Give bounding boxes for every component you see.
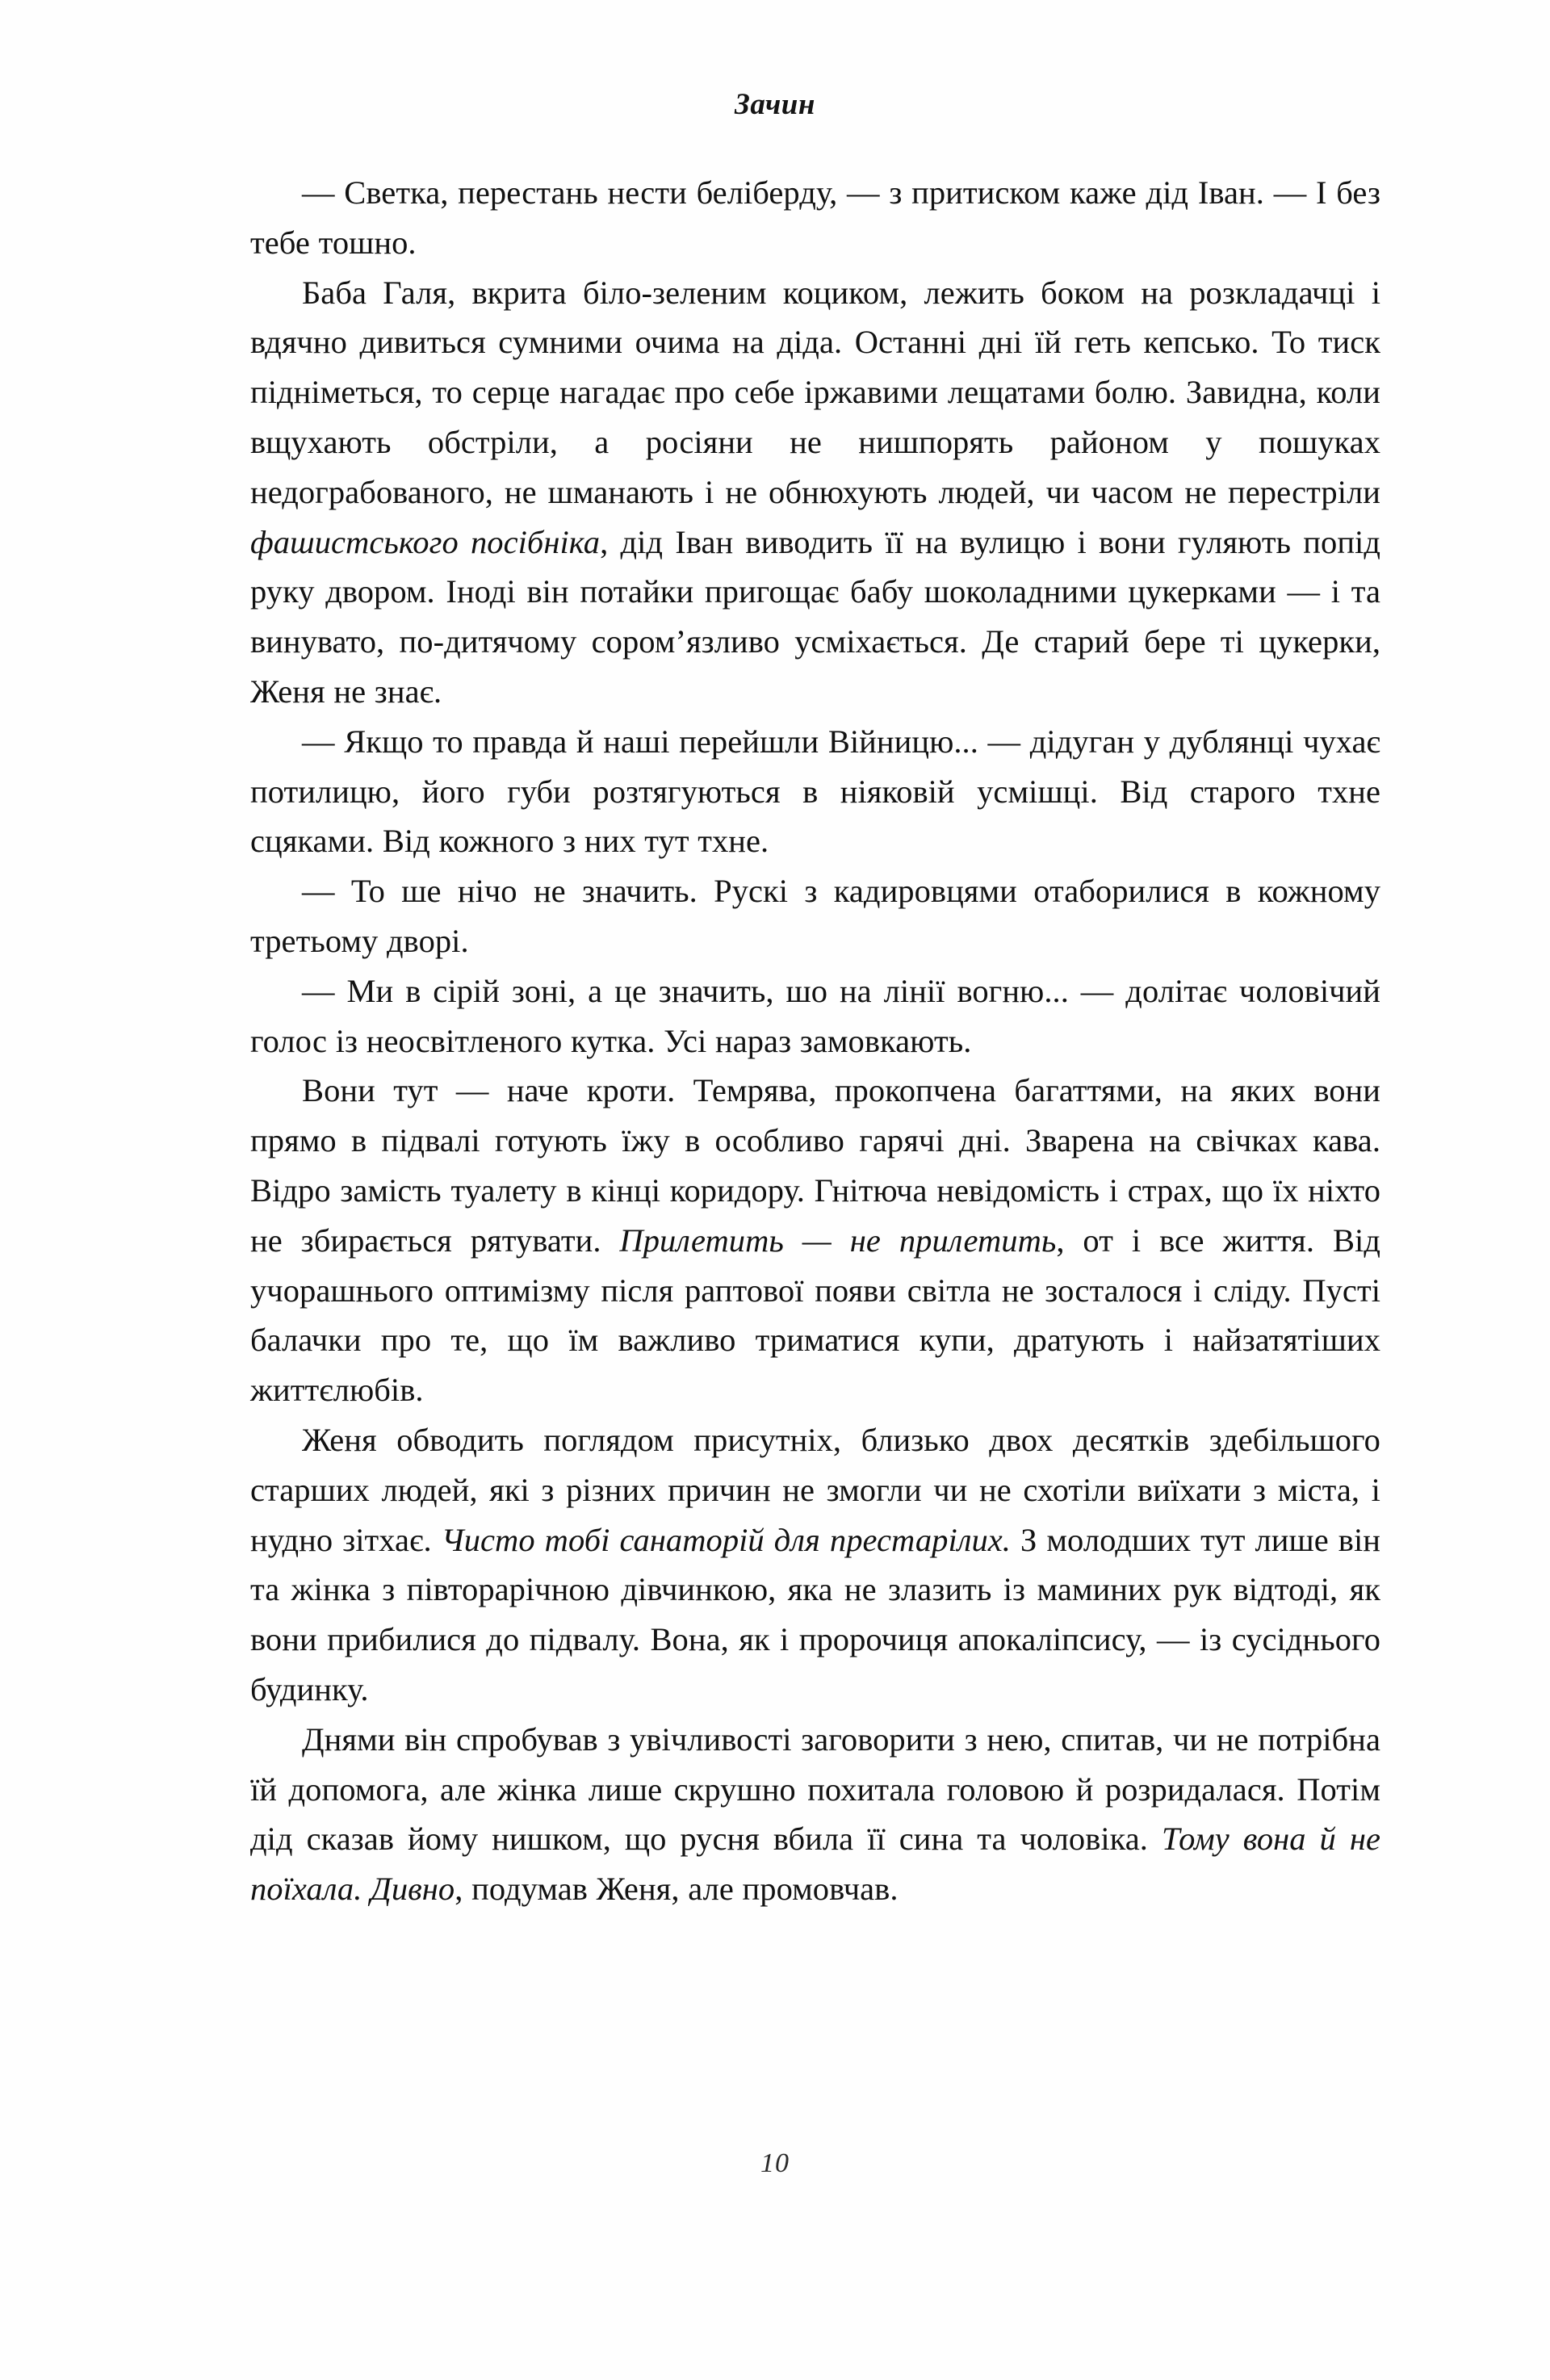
paragraph: Женя обводить поглядом присутніх, близько двох десятків здебільшого старших людей, які з різних причин не змогли чи не схотіли виїхати з міста, і нудно зітхає. Чисто тобі санаторій для престарілих. З молодших тут лише він та жінка з півторарічною дівчинкою, яка не злазить із маминих рук відтоді, як вони прибилися до підвалу. Вона, як і пророчиця апокаліпсису, — із сусіднього будинку. — [250, 1421, 1380, 1707]
italic-run: фашистського посібніка — [250, 523, 601, 560]
paragraph: Вони тут — наче кроти. Темрява, прокопчена багаттями, на яких вони прямо в підвалі готують їжу в особливо гарячі дні. Зварена на свічках кава. Відро замість туалету в кінці коридору. Гнітюча невідомість і страх, що їх ніхто не збирається рятувати. Прилетить — не прилетить, от і все життя. Від учорашнього оптимізму після раптової появи світла не зосталося і сліду. Пусті балачки про те, що їм важливо триматися купи, дратують і найзатятіших життєлюбів. — [250, 1072, 1380, 1409]
paragraph: Баба Галя, вкрита біло-зеленим коциком, лежить боком на розкладачці і вдячно дивиться сумними очима на діда. Останні дні їй геть кепсько. То тиск підніметься, то серце нагадає про себе іржавими лещатами болю. Завидна, коли вщухають обстріли, а росіяни не нишпорять районом у пошуках недограбованого, не шманають і не обнюхують людей, чи часом не перестріли фашистського посібніка, дід Іван виводить її на вулицю і вони гуляють попід руку двором. Іноді він потайки пригощає бабу шоколадними цукерками — і та винувато, по-дитячому сором’язливо усміхається. Де старий бере ті цукерки, Женя не знає. — [250, 274, 1381, 710]
italic-run: Чисто тобі санаторій для престарілих. — [441, 1521, 1011, 1558]
page-number: 10 — [760, 2148, 790, 2178]
paragraph: — Ми в сірій зоні, а це значить, шо на лінії вогню... — долітає чоловічий голос із неосвітленого кутка. Усі нараз замовкають. — [250, 972, 1380, 1059]
paragraph: — То ше нічо не значить. Рускі з кадировцями отаборилися в кожному третьому дворі. — [250, 873, 1380, 959]
paragraph: — Светка, перестань нести беліберду, — з притиском каже дід Іван. — І без тебе тошно. — [250, 174, 1380, 261]
body-text-block — [250, 168, 1380, 1914]
running-head: Зачин — [735, 88, 815, 121]
italic-run: Прилетить — не прилетить — [619, 1221, 1057, 1259]
paragraph: — Якщо то правда й наші перейшли Війницю... — дідуган у дублянці чухає потилицю, його губи розтягуються в ніяковій усмішці. Від старого тхне сцяками. Від кожного з них тут тхне. — [250, 723, 1380, 860]
paragraph: Днями він спробував з увічливості заговорити з нею, спитав, чи не потрібна їй допомога, але жінка лише скрушно похитала головою й розридалася. Потім дід сказав йому нишком, що русня вбила її сина та чоловіка. Тому вона й не поїхала. Дивно, подумав Женя, але промовчав. — [250, 1720, 1380, 1908]
italic-run: Тому вона й не поїхала. Дивно — [250, 1821, 1380, 1908]
